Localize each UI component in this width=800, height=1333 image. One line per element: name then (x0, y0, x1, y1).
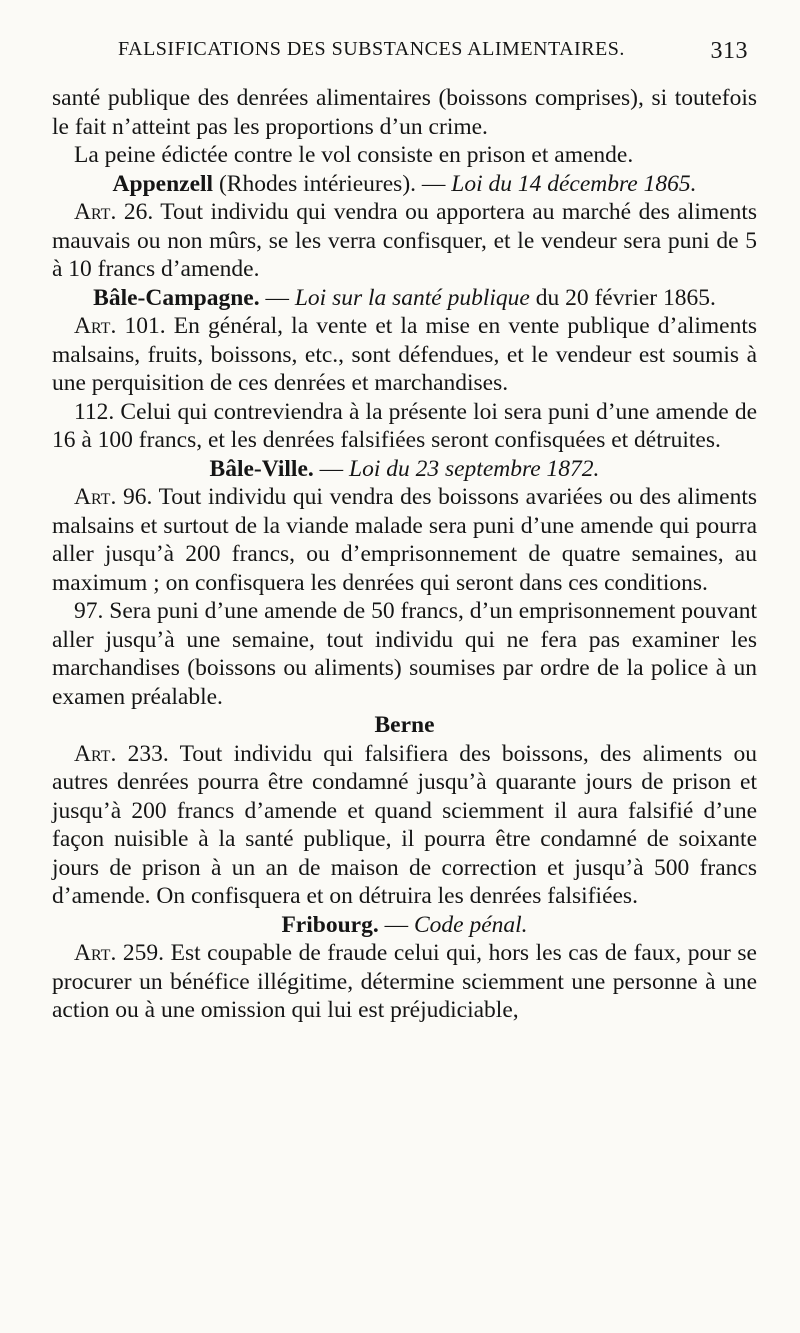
paragraph-continued: santé publique des denrées alimentaires (boissons comprises), si toutefois le fait n’atteint pas les proportions d’un crime. (52, 85, 757, 140)
law-date: du 20 février 1865. (535, 284, 716, 311)
canton-name: Berne (374, 712, 435, 738)
page-body (52, 84, 757, 1025)
article-259 (52, 939, 757, 1025)
law-title: Code pénal. (413, 911, 528, 938)
canton-name: Bâle-Campagne. (93, 284, 260, 311)
section-heading-fribourg (52, 911, 757, 940)
article-label: Art. (74, 199, 117, 225)
section-heading-berne (52, 711, 757, 740)
canton-name: Fribourg. (281, 911, 379, 938)
article-101 (52, 312, 757, 398)
article-112: 112. Celui qui contreviendra à la présente loi sera puni d’une amende de 16 à 100 francs, et les denrées falsifiées seront confisquées et détruites. (52, 398, 757, 453)
article-233 (52, 740, 757, 911)
article-label: Art. (74, 740, 117, 767)
article-label: Art. (74, 940, 117, 966)
header-title: FALSIFICATIONS DES SUBSTANCES ALIMENTAIRES. (118, 38, 625, 60)
section-heading-bale-ville (52, 455, 757, 484)
heading-dash: — (421, 170, 446, 197)
article-label: Art. (74, 484, 117, 510)
article-96 (52, 483, 757, 597)
article-26 (52, 198, 757, 284)
heading-dash: — (384, 911, 409, 938)
article-text: 233. Tout individu qui falsifiera des boissons, des aliments ou autres denrées pourra être condamné jusqu’à quarante jours de prison et jusqu’à 200 francs d’amende et quand sciemment il aura falsifié d’une façon nuisible à la santé publique, il pourra être condamné de soixante jours de prison à un an de maison de correction et jusqu’à 500 francs d’amende. On confisquera et on détruira les denrées falsifiées. (52, 740, 757, 909)
article-label: Art. (74, 313, 117, 339)
heading-dash: — (319, 455, 344, 482)
running-header (118, 38, 748, 68)
section-heading-bale-campagne (52, 284, 757, 313)
section-heading-appenzell (52, 170, 757, 199)
law-title: Loi sur la santé publique (294, 284, 530, 311)
heading-dash: — (265, 284, 289, 311)
article-text: 26. Tout individu qui vendra ou apportera au marché des aliments mauvais ou non mûrs, se les verra confisquer, et le vendeur sera puni de 5 à 10 francs d’amende. (52, 199, 757, 282)
page-number: 313 (710, 38, 748, 64)
canton-region: (Rhodes intérieures). (218, 170, 417, 197)
article-text: 101. En général, la vente et la mise en vente publique d’aliments malsains, fruits, boissons, etc., sont défendues, et le vendeur est soumis à une perquisition de ces denrées et marchandises. (52, 313, 757, 396)
canton-name: Appenzell (112, 170, 214, 197)
law-title: Loi du 23 septembre 1872. (349, 455, 600, 482)
article-text: 259. Est coupable de fraude celui qui, hors les cas de faux, pour se procurer un bénéfice illégitime, détermine sciemment une personne à une action ou à une omission qui lui est préjudiciable, (52, 940, 757, 1023)
article-97: 97. Sera puni d’une amende de 50 francs, d’un emprisonnement pouvant aller jusqu’à une semaine, tout individu qui ne fera pas examiner les marchandises (boissons ou aliments) soumises par ordre de la police à un examen préalable. (52, 598, 757, 710)
article-text: 96. Tout individu qui vendra des boissons avariées ou des aliments malsains et surtout de la viande malade sera puni d’une amende qui pourra aller jusqu’à 200 francs, ou d’emprisonnement de quatre semaines, au maximum ; on confisquera les denrées qui seront dans ces conditions. (52, 484, 757, 596)
canton-name: Bâle-Ville. (209, 455, 314, 482)
paragraph-penalty: La peine édictée contre le vol consiste en prison et amende. (74, 142, 634, 168)
law-title: Loi du 14 décembre 1865. (451, 170, 697, 197)
